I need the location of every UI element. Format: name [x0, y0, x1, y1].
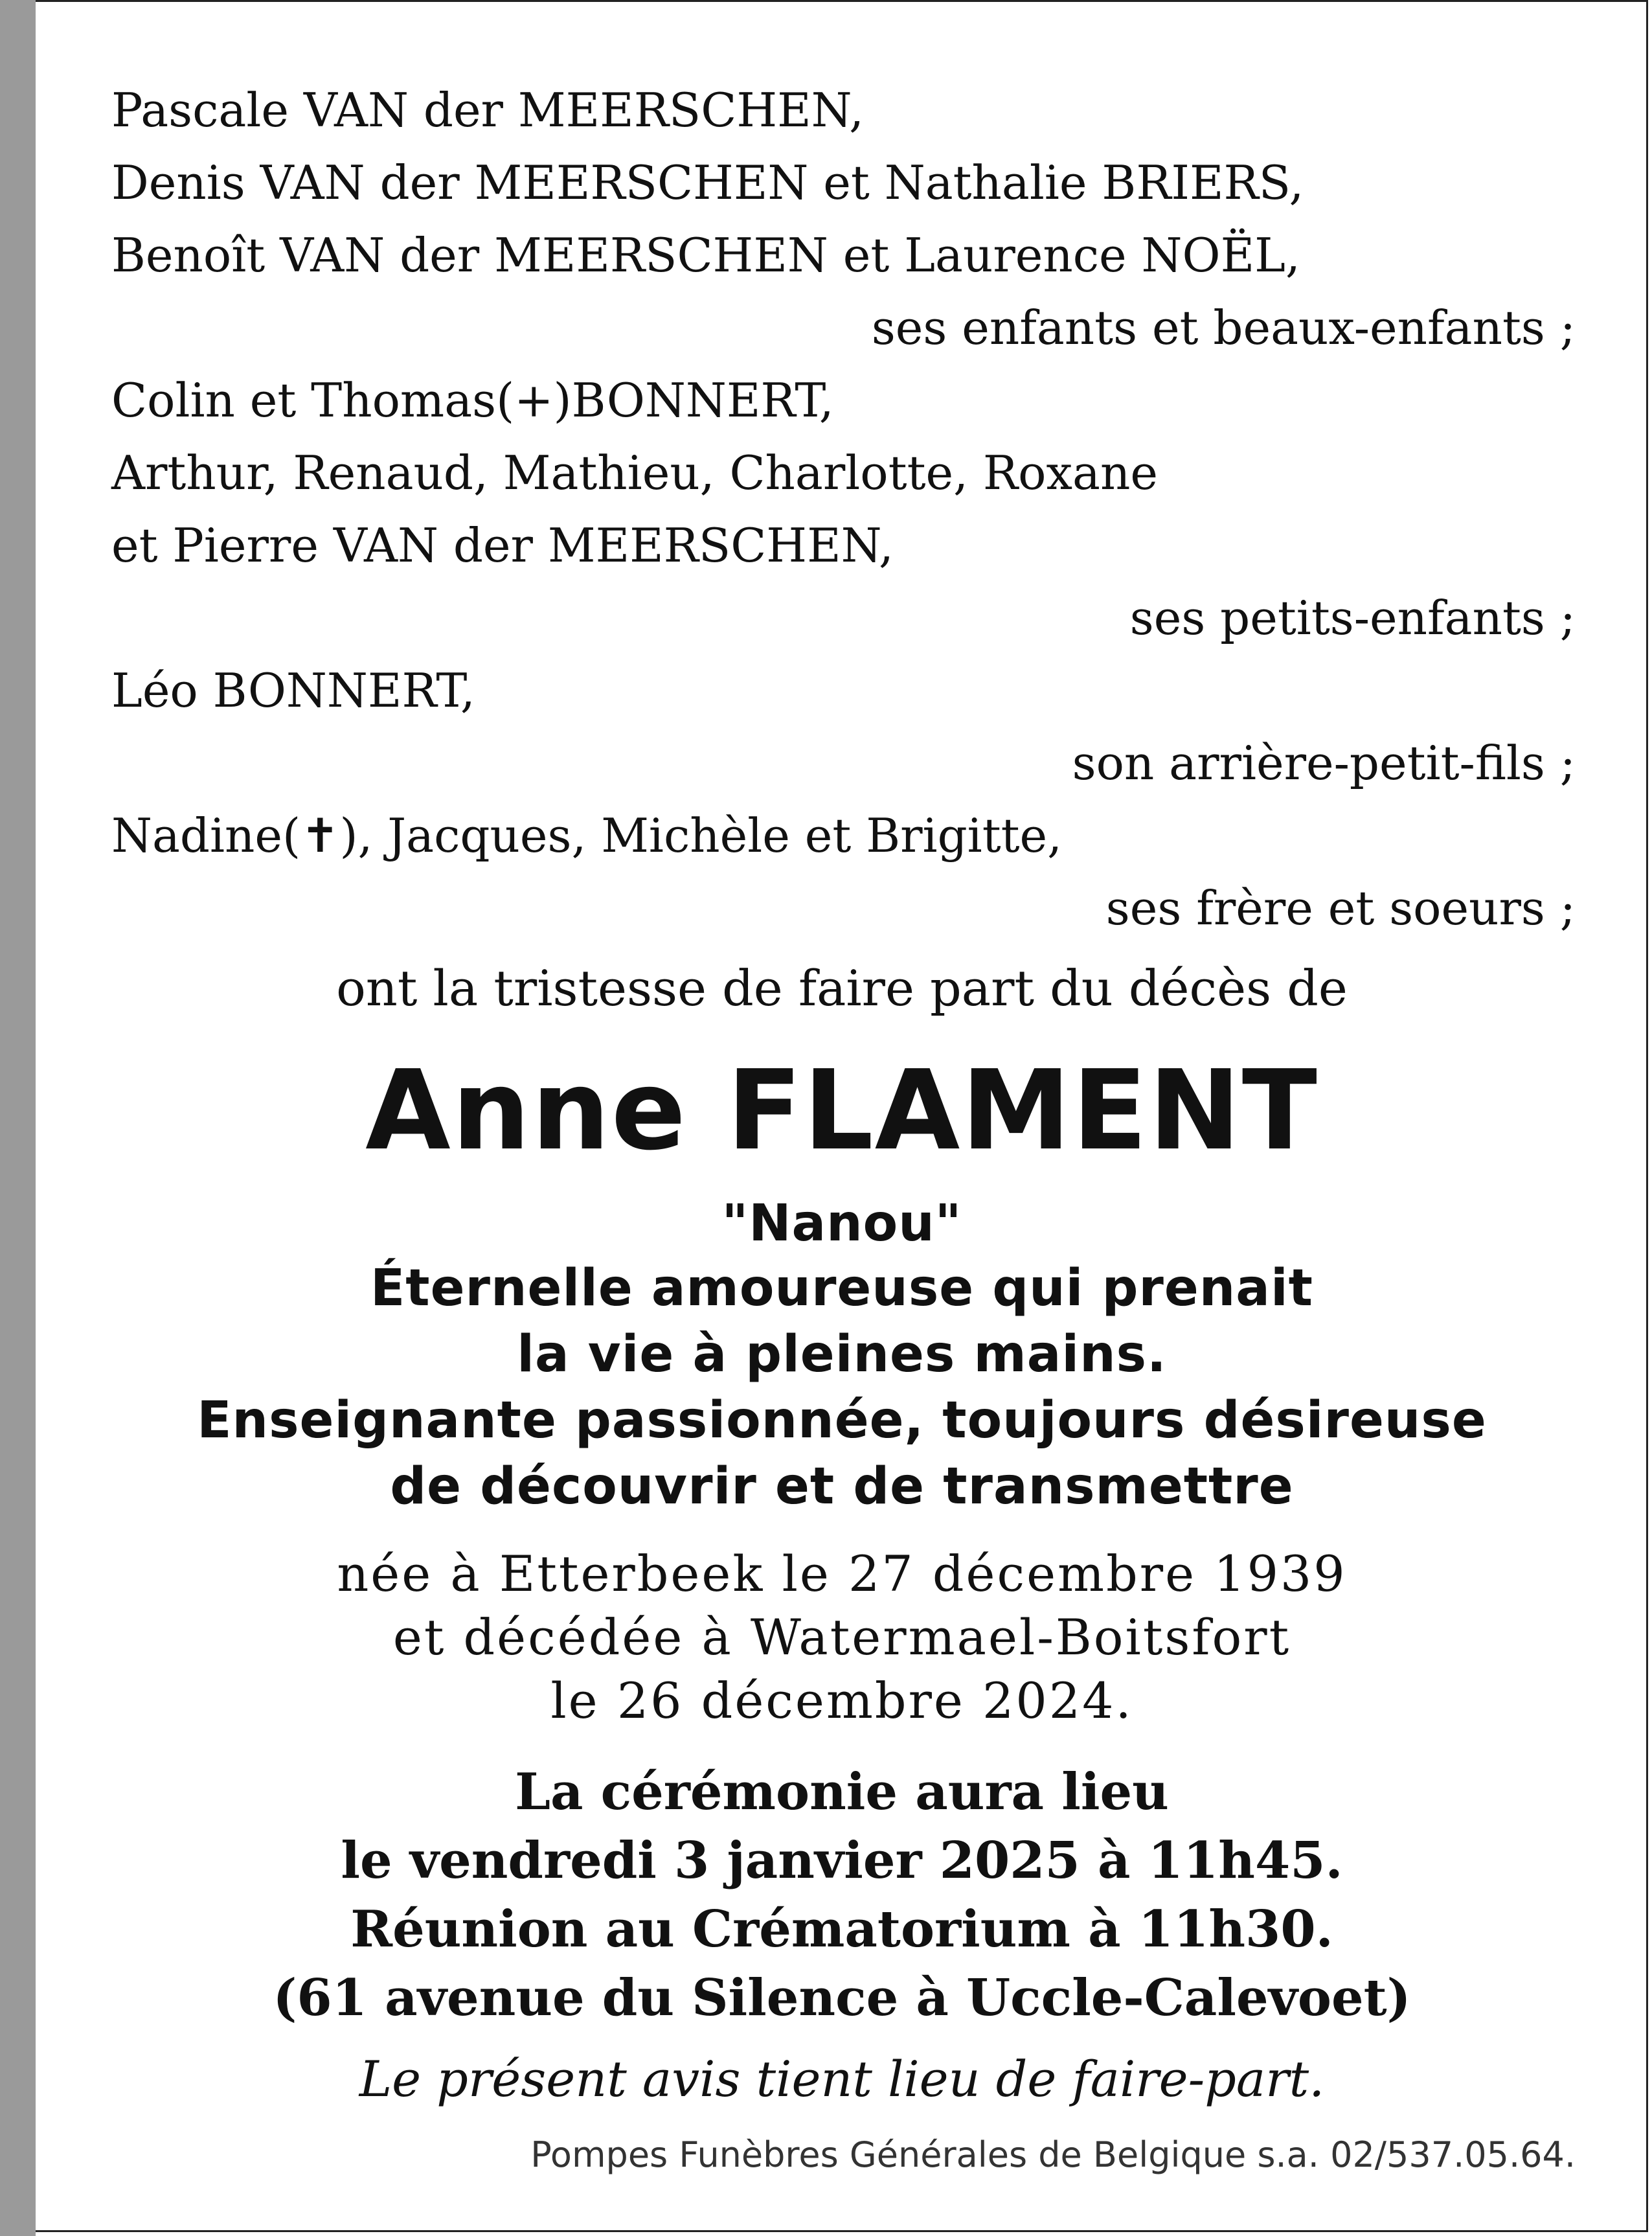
birth-date-line: née à Etterbeek le 27 décembre 1939 — [337, 1545, 1347, 1603]
nickname: "Nanou" — [721, 1194, 962, 1253]
epitaph-line: de découvrir et de transmettre — [390, 1457, 1294, 1516]
siblings-line: Nadine(✝), Jacques, Michèle et Brigitte, — [111, 808, 1063, 863]
ceremony-line: Réunion au Crématorium à 11h30. — [350, 1900, 1333, 1959]
ceremony-address: (61 avenue du Silence à Uccle-Calevoet) — [273, 1968, 1411, 2027]
epitaph-line: la vie à pleines mains. — [517, 1325, 1167, 1384]
great-grandchild-line: Léo BONNERT, — [111, 663, 475, 718]
announcement-intro: ont la tristesse de faire part du décès de — [336, 959, 1348, 1017]
ceremony-line: La cérémonie aura lieu — [515, 1763, 1169, 1821]
great-grandchild-role: son arrière-petit-fils ; — [1072, 736, 1576, 790]
grandchildren-role: ses petits-enfants ; — [1129, 591, 1576, 645]
funeral-home-footer: Pompes Funèbres Générales de Belgique s.a. 02/537.05.64. — [530, 2134, 1576, 2175]
grandchildren-line: et Pierre VAN der MEERSCHEN, — [111, 518, 894, 573]
epitaph-line: Éternelle amoureuse qui prenait — [370, 1259, 1313, 1318]
children-line: Benoît VAN der MEERSCHEN et Laurence NOËL, — [111, 228, 1300, 282]
grandchildren-line: Arthur, Renaud, Mathieu, Charlotte, Roxane — [111, 446, 1158, 500]
epitaph-line: Enseignante passionnée, toujours désireuse — [197, 1391, 1487, 1450]
death-place-line: et décédée à Watermael-Boitsfort — [392, 1608, 1291, 1666]
notice-line: Le présent avis tient lieu de faire-part. — [359, 2050, 1325, 2108]
children-line: Pascale VAN der MEERSCHEN, — [111, 83, 864, 137]
ceremony-line: le vendredi 3 janvier 2025 à 11h45. — [341, 1831, 1343, 1890]
children-role: ses enfants et beaux-enfants ; — [871, 301, 1576, 355]
death-date-line: le 26 décembre 2024. — [550, 1672, 1133, 1729]
deceased-name: Anne FLAMENT — [365, 1047, 1318, 1175]
side-bar — [0, 0, 36, 2236]
grandchildren-line: Colin et Thomas(+)BONNERT, — [111, 373, 834, 428]
siblings-role: ses frère et soeurs ; — [1105, 881, 1576, 935]
children-line: Denis VAN der MEERSCHEN et Nathalie BRIERS, — [111, 155, 1304, 210]
